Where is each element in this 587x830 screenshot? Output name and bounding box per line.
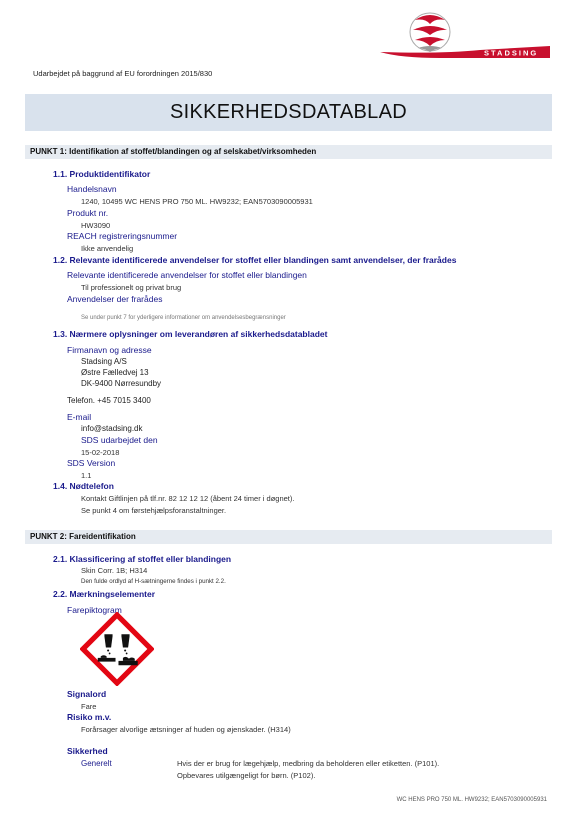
uses-value: Til professionelt og privat brug xyxy=(81,283,182,292)
classification: Skin Corr. 1B; H314 xyxy=(81,566,148,575)
risk-label: Risiko m.v. xyxy=(67,712,112,722)
classification-note: Den fulde ordlyd af H-sætningerne findes i punkt 2.2. xyxy=(81,578,226,585)
section2-heading: PUNKT 2: Fareidentifikation xyxy=(30,532,136,541)
email-label: E-mail xyxy=(67,412,92,422)
s14-title: 1.4. Nødtelefon xyxy=(53,481,114,491)
page-footer: WC HENS PRO 750 ML. HW9232; EAN5703090005931 xyxy=(396,797,547,803)
logo-text: STADSING xyxy=(484,48,539,58)
sds-version-value: 1.1 xyxy=(81,471,92,480)
s13-title: 1.3. Nærmere oplysninger om leverandøren af sikkerhedsdatabladet xyxy=(53,329,328,339)
general-label: Generelt xyxy=(81,759,112,768)
uses-label: Relevante identificerede anvendelser for stoffet eller blandingen xyxy=(67,270,307,280)
sds-date-value: 15-02-2018 xyxy=(81,448,120,457)
trade-name-label: Handelsnavn xyxy=(67,184,117,194)
logo-emblem xyxy=(410,13,450,52)
reach-label: REACH registreringsnummer xyxy=(67,231,178,241)
emergency-line2: Se punkt 4 om førstehjælpsforanstaltninger. xyxy=(81,506,227,515)
advised-against-label: Anvendelser der frarådes xyxy=(67,294,163,304)
company-street: Østre Fælledvej 13 xyxy=(81,368,149,377)
s21-title: 2.1. Klassificering af stoffet eller blandingen xyxy=(53,554,232,564)
s12-title: 1.2. Relevante identificerede anvendelser for stoffet eller blandingen samt anvendelser, der frarådes xyxy=(53,255,457,265)
general-line1: Hvis der er brug for lægehjælp, medbring da beholderen eller etiketten. (P101). xyxy=(177,759,440,768)
safety-label: Sikkerhed xyxy=(67,746,108,756)
company-label: Firmanavn og adresse xyxy=(67,345,152,355)
sds-version-label: SDS Version xyxy=(67,458,116,468)
phone: Telefon. +45 7015 3400 xyxy=(67,396,151,405)
risk-value: Forårsager alvorlige ætsninger af huden og øjenskader. (H314) xyxy=(81,725,291,734)
product-no-value: HW3090 xyxy=(81,221,111,230)
trade-name-value: 1240, 10495 WC HENS PRO 750 ML. HW9232; EAN5703090005931 xyxy=(81,197,313,206)
document-title: SIKKERHEDSDATABLAD xyxy=(170,101,407,123)
email-value[interactable]: info@stadsing.dk xyxy=(81,424,143,433)
regulation-note: Udarbejdet på baggrund af EU forordningen 2015/830 xyxy=(33,69,213,78)
company-name: Stadsing A/S xyxy=(81,357,127,366)
reach-value: Ikke anvendelig xyxy=(81,244,134,253)
product-no-label: Produkt nr. xyxy=(67,208,109,218)
stadsing-logo xyxy=(380,8,560,70)
general-line2: Opbevares utilgængeligt for børn. (P102). xyxy=(177,771,316,780)
company-city: DK-9400 Nørresundby xyxy=(81,379,162,388)
pictogram-label: Farepiktogram xyxy=(67,605,122,615)
emergency-line1: Kontakt Giftlinjen på tlf.nr. 82 12 12 12 (åbent 24 timer i døgnet). xyxy=(81,494,295,503)
sds-date-label: SDS udarbejdet den xyxy=(81,435,158,445)
signal-value: Fare xyxy=(81,702,97,711)
advised-against-value: Se under punkt 7 for yderligere informationer om anvendelsesbegrænsninger xyxy=(81,315,286,321)
s22-title: 2.2. Mærkningselementer xyxy=(53,589,156,599)
signal-label: Signalord xyxy=(67,689,107,699)
corrosion-pictogram-icon xyxy=(80,612,154,686)
s11-title: 1.1. Produktidentifikator xyxy=(53,169,151,179)
section1-heading: PUNKT 1: Identifikation af stoffet/blandingen og af selskabet/virksomheden xyxy=(30,147,317,156)
